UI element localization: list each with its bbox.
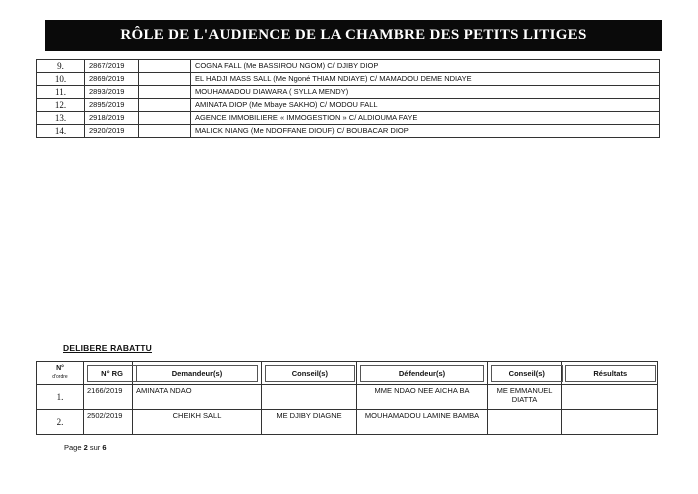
case-rg: 2895/2019	[85, 99, 139, 112]
header-resultats	[562, 362, 658, 385]
page-footer	[64, 443, 107, 452]
header-conseil-2-label: Conseil(s)	[491, 365, 563, 382]
table-row	[37, 60, 660, 73]
header-order	[37, 362, 84, 385]
row-demandeur: AMINATA NDAO	[133, 385, 262, 410]
case-parties: AGENCE IMMOBILIERE « IMMOGESTION » C/ ALDIOUMA FAYE	[191, 112, 660, 125]
header-demandeur	[133, 362, 262, 385]
page-sep: sur	[87, 443, 103, 452]
case-empty-cell	[139, 99, 191, 112]
header-conseil-2	[488, 362, 562, 385]
case-empty-cell	[139, 60, 191, 73]
header-conseil	[262, 362, 357, 385]
case-number: 9.	[37, 60, 85, 73]
row-number: 1.	[37, 385, 84, 410]
section-title: DELIBERE RABATTU	[63, 343, 152, 353]
case-empty-cell	[139, 112, 191, 125]
header-order-sub: d'ordre	[52, 374, 68, 380]
case-number: 11.	[37, 86, 85, 99]
row-conseil: ME DJIBY DIAGNE	[262, 410, 357, 435]
table-row	[37, 385, 658, 410]
row-conseil	[262, 385, 357, 410]
row-defendeur: MME NDAO NEE AICHA BA	[357, 385, 488, 410]
row-conseil-2	[488, 410, 562, 435]
case-rg: 2920/2019	[85, 125, 139, 138]
case-empty-cell	[139, 73, 191, 86]
header-rg	[84, 362, 133, 385]
header-defendeur-label: Défendeur(s)	[360, 365, 483, 382]
table-row	[37, 112, 660, 125]
deliberes-table	[36, 361, 658, 435]
row-conseil-2: ME EMMANUEL DIATTA	[488, 385, 562, 410]
case-rg: 2918/2019	[85, 112, 139, 125]
case-number: 13.	[37, 112, 85, 125]
row-resultats	[562, 385, 658, 410]
page-prefix: Page	[64, 443, 84, 452]
table-row	[37, 99, 660, 112]
table-row	[37, 410, 658, 435]
case-parties: MALICK NIANG (Me NDOFFANE DIOUF) C/ BOUBACAR DIOP	[191, 125, 660, 138]
row-number: 2.	[37, 410, 84, 435]
table-row	[37, 125, 660, 138]
case-parties: COGNA FALL (Me BASSIROU NGOM) C/ DJIBY DIOP	[191, 60, 660, 73]
case-rg: 2869/2019	[85, 73, 139, 86]
header-resultats-label: Résultats	[565, 365, 656, 382]
case-parties: EL HADJI MASS SALL (Me Ngoné THIAM NDIAYE) C/ MAMADOU DEME NDIAYE	[191, 73, 660, 86]
case-parties: AMINATA DIOP (Me Mbaye SAKHO) C/ MODOU FALL	[191, 99, 660, 112]
page-title-banner	[45, 20, 662, 51]
case-empty-cell	[139, 125, 191, 138]
page-title: RÔLE DE L'AUDIENCE DE LA CHAMBRE DES PETITS LITIGES	[120, 27, 587, 43]
header-defendeur	[357, 362, 488, 385]
page-current: 2	[83, 443, 88, 452]
case-rg: 2893/2019	[85, 86, 139, 99]
row-rg: 2502/2019	[84, 410, 133, 435]
table-row	[37, 73, 660, 86]
header-rg-label: N° RG	[87, 365, 137, 382]
cases-table	[36, 59, 660, 138]
case-empty-cell	[139, 86, 191, 99]
row-demandeur: CHEIKH SALL	[133, 410, 262, 435]
case-number: 14.	[37, 125, 85, 138]
case-rg: 2867/2019	[85, 60, 139, 73]
header-demandeur-label: Demandeur(s)	[136, 365, 257, 382]
case-number: 10.	[37, 73, 85, 86]
case-number: 12.	[37, 99, 85, 112]
header-order-label: N°	[56, 365, 64, 372]
row-defendeur: MOUHAMADOU LAMINE BAMBA	[357, 410, 488, 435]
table-row	[37, 86, 660, 99]
row-resultats	[562, 410, 658, 435]
case-parties: MOUHAMADOU DIAWARA ( SYLLA MENDY)	[191, 86, 660, 99]
header-conseil-label: Conseil(s)	[265, 365, 355, 382]
page-total: 6	[102, 443, 107, 452]
table-header-row	[37, 362, 658, 385]
row-rg: 2166/2019	[84, 385, 133, 410]
